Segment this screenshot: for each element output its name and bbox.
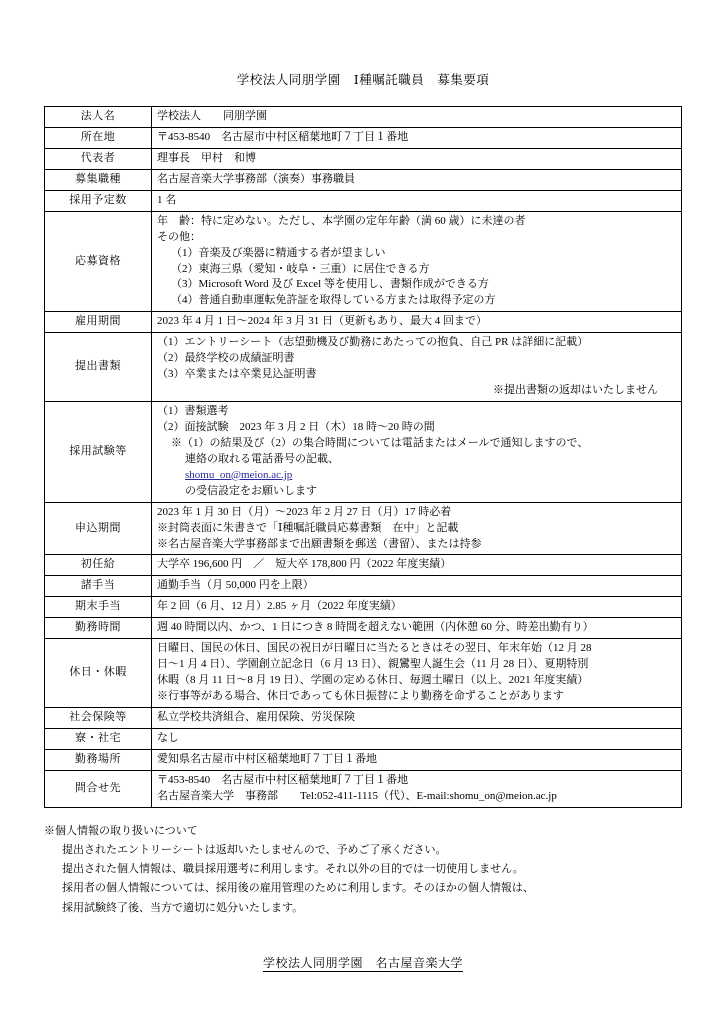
table-row <box>45 728 682 749</box>
row-label: 勤務場所 <box>45 749 152 770</box>
value-line: 2023 年 1 月 30 日（月）〜2023 年 2 月 27 日（月）17 時必着 <box>157 505 452 518</box>
page-title: 学校法人同朋学園 Ⅰ種嘱託職員 募集要項 <box>236 73 490 87</box>
row-label: 寮・社宅 <box>45 728 152 749</box>
value-line: ※（1）の結果及び（2）の集合時間については電話またはメールで通知しますので、 <box>171 436 589 449</box>
value-line: 休暇（8 月 11 日〜8 月 19 日）、学園の定める休日、毎週土曜日（以上、2021 年度実績） <box>157 674 589 687</box>
table-row <box>45 402 682 503</box>
row-label: 初任給 <box>45 555 152 576</box>
notes-heading: ※個人情報の取り扱いについて <box>44 824 198 837</box>
value-line: （2）東海三県（愛知・岐阜・三重）に居住できる方 <box>171 262 430 275</box>
row-label: 問合せ先 <box>45 770 152 807</box>
value-line: 日〜1 月 4 日）、学園創立記念日（6 月 13 日）、親鸞聖人誕生会（11 月 28 日）、夏期特別 <box>157 658 589 671</box>
value-text: 連絡の取れる電話番号の記載、 <box>185 452 339 465</box>
row-label: 提出書類 <box>45 333 152 402</box>
row-value <box>152 333 682 402</box>
table-row <box>45 576 682 597</box>
table-row <box>45 502 682 555</box>
value-line: 年 齢：特に定めない。ただし、本学園の定年年齢（満 60 歳）に未達の者 <box>157 214 526 227</box>
row-value: 通勤手当（月 50,000 円を上限） <box>152 576 682 597</box>
notes-line: 提出された個人情報は、職員採用選考に利用します。それ以外の目的では一切使用しません。 <box>62 863 524 876</box>
row-label: 諸手当 <box>45 576 152 597</box>
table-row <box>45 169 682 190</box>
notes-line: 採用者の個人情報については、採用後の雇用管理のために利用します。そのほかの個人情報は、 <box>62 882 534 895</box>
value-line: （2）面接試験 2023 年 3 月 2 日（木）18 時〜20 時の間 <box>157 420 435 433</box>
value-line: ※封筒表面に朱書きで「Ⅰ種嘱託職員応募書類 在中」と記載 <box>157 521 459 534</box>
row-label: 募集職種 <box>45 169 152 190</box>
row-value: 2023 年 4 月 1 日〜2024 年 3 月 31 日（更新もあり、最大 4 回まで） <box>152 312 682 333</box>
value-line: 日曜日、国民の休日、国民の祝日が日曜日に当たるときはその翌日、年末年始（12 月 28 <box>157 642 592 655</box>
notes-line: 提出されたエントリーシートは返却いたしませんので、予めご了承ください。 <box>62 843 447 856</box>
value-line: （3）Microsoft Word 及び Excel 等を使用し、書類作成ができる方 <box>171 278 489 291</box>
row-value <box>152 402 682 503</box>
table-row <box>45 190 682 211</box>
row-label: 雇用期間 <box>45 312 152 333</box>
row-value <box>152 770 682 807</box>
document-footer <box>44 954 682 971</box>
notes-line: 採用試験終了後、当方で適切に処分いたします。 <box>62 901 304 914</box>
row-value: 私立学校共済組合、雇用保険、労災保険 <box>152 707 682 728</box>
row-value: 理事長 甲村 和博 <box>152 148 682 169</box>
row-value: 名古屋音楽大学事務部（演奏）事務職員 <box>152 169 682 190</box>
value-line: 名古屋音楽大学 事務部 Tel:052-411-1115（代）、E-mail:shomu_on@meion.ac.jp <box>157 789 557 802</box>
row-label: 法人名 <box>45 107 152 128</box>
row-value: 1 名 <box>152 190 682 211</box>
table-row <box>45 107 682 128</box>
value-line: ※行事等がある場合、休日であっても休日振替により勤務を命ずることがあります <box>157 690 564 702</box>
privacy-notes <box>44 822 682 918</box>
recruitment-table <box>44 106 682 808</box>
row-value <box>152 211 682 312</box>
row-value <box>152 639 682 708</box>
value-line: （2）最終学校の成績証明書 <box>157 352 295 365</box>
table-row <box>45 312 682 333</box>
table-row <box>45 211 682 312</box>
table-row <box>45 127 682 148</box>
row-label: 採用試験等 <box>45 402 152 503</box>
row-label: 申込期間 <box>45 502 152 555</box>
value-line: （4）普通自動車運転免許証を取得している方または取得予定の方 <box>171 294 496 307</box>
table-row <box>45 148 682 169</box>
value-line: 〒453-8540 名古屋市中村区稲葉地町７丁目１番地 <box>157 773 409 786</box>
table-row <box>45 597 682 618</box>
row-value: 学校法人 同朋学園 <box>152 107 682 128</box>
row-value: 〒453-8540 名古屋市中村区稲葉地町７丁目１番地 <box>152 127 682 148</box>
row-label: 応募資格 <box>45 211 152 312</box>
value-line-with-email <box>157 452 676 500</box>
value-line: ※提出書類の返却はいたしません <box>493 384 658 397</box>
value-line: （1）音楽及び楽器に精通する者が望ましい <box>171 246 386 259</box>
value-line: （1）書類選考 <box>157 405 229 417</box>
contact-email-link[interactable]: shomu_on@meion.ac.jp <box>185 468 293 481</box>
row-label: 勤務時間 <box>45 618 152 639</box>
row-value: 週 40 時間以内、かつ、1 日につき 8 時間を超えない範囲（内休憩 60 分、時差出勤有り） <box>152 618 682 639</box>
value-line: ※名古屋音楽大学事務部まで出願書類を郵送（書留）、または持参 <box>157 537 482 550</box>
row-label: 代表者 <box>45 148 152 169</box>
table-row <box>45 707 682 728</box>
table-row <box>45 770 682 807</box>
row-value: 年 2 回（6 月、12 月）2.85 ヶ月（2022 年度実績） <box>152 597 682 618</box>
row-label: 社会保険等 <box>45 707 152 728</box>
table-row <box>45 749 682 770</box>
row-label: 期末手当 <box>45 597 152 618</box>
row-value <box>152 502 682 555</box>
row-label: 所在地 <box>45 127 152 148</box>
table-row <box>45 639 682 708</box>
row-value: 愛知県名古屋市中村区稲葉地町７丁目１番地 <box>152 749 682 770</box>
value-text: の受信設定をお願いします <box>185 484 317 497</box>
row-value: 大学卒 196,600 円 ／ 短大卒 178,800 円（2022 年度実績） <box>152 555 682 576</box>
value-line: （3）卒業または卒業見込証明書 <box>157 368 317 381</box>
value-line: その他： <box>157 230 201 243</box>
table-row <box>45 555 682 576</box>
row-label: 休日・休暇 <box>45 639 152 708</box>
table-row <box>45 333 682 402</box>
row-label: 採用予定数 <box>45 190 152 211</box>
table-row <box>45 618 682 639</box>
value-line: （1）エントリーシート（志望動機及び勤務にあたっての抱負、自己 PR は詳細に記載） <box>157 336 589 349</box>
row-value: なし <box>152 728 682 749</box>
footer-text: 学校法人同朋学園 名古屋音楽大学 <box>262 955 463 970</box>
